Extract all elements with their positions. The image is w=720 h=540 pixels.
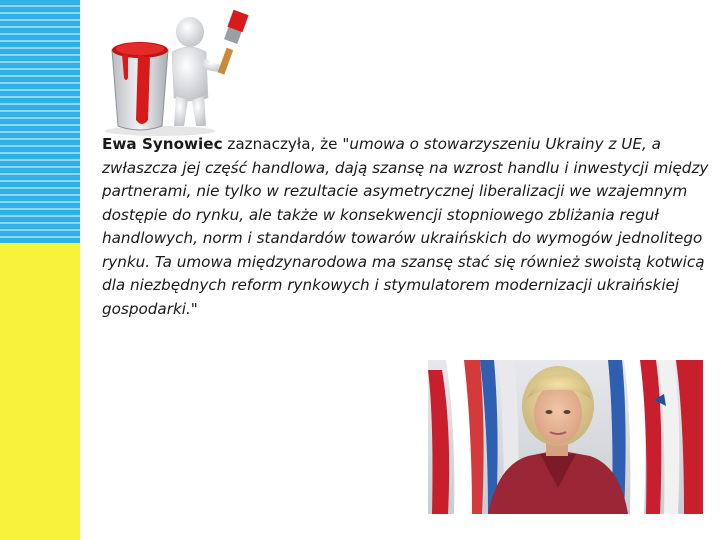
left-stripe-yellow [0,243,80,540]
paint-bucket-figure-icon [100,8,260,138]
speaker-photo [428,360,703,514]
left-stripe-blue [0,0,80,243]
quote-paragraph [102,133,712,321]
speaker-intro: zaznaczyła, że [222,135,343,153]
speaker-name: Ewa Synowiec [102,135,223,153]
quote-text: "umowa o stowarzyszeniu Ukrainy z UE, a zwłaszcza jej część handlowa, dają szansę na wzrost handlu i inwestycji między partnerami, nie tylko w rezultacie asymetrycznej liberalizacji we wzajemnym dostępie do rynku, ale także w konsekwencji stopniowego zbliżania reguł handlowych, norm i standardów towarów ukraińskich do wymogów jednolitego rynku. Ta umowa międzynarodowa ma szansę stać się również swoistą kotwicą dla niezbędnych reform rynkowych i stymulatorem modernizacji ukraińskiej gospodarki." [102,135,709,318]
